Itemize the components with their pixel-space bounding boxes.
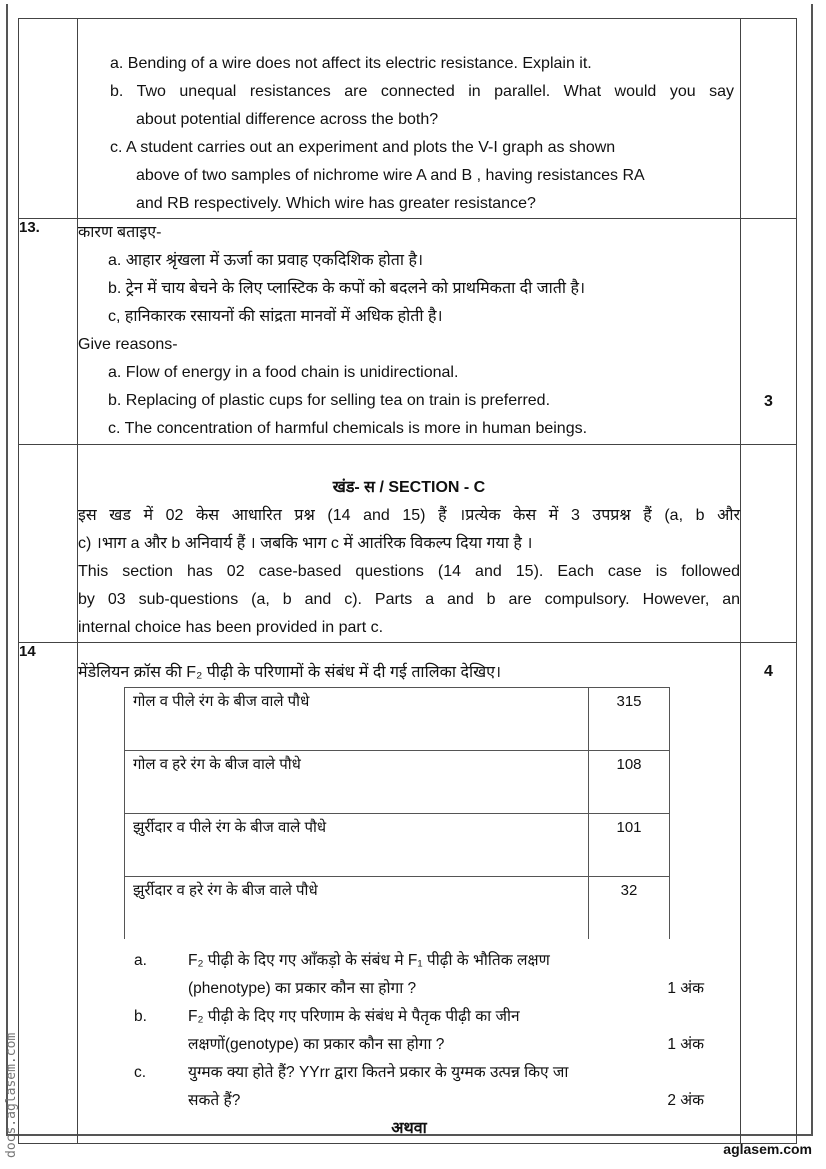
question-14-body: मेंडेलियन क्रॉस की F₂ पीढ़ी के परिणामों के संबंध में दी गई तालिका देखिए। गोल व पीले रंग के बीज वाले पौधे 315 गोल व हरे रंग के बीज वाले पौधे 108 झुर्रीदार व पीले रंग के बीज वाले पौधे 101 झुर्रीदार व हरे रंग के बीज वाले पौधे 32 a. F₂ पीढ़ी के दिए गए आँकड़ो के संबंध मे F₁ पीढ़ी के भौतिक लक्षण (phenotype) का प्रकार कौन सा होगा ? 1 अंक b. F₂ पीढ़ी के दिए गए परिणाम के संबंध मे पैतृक पीढ़ी का जीन लक्षणों(genotype) का प्रकार कौन सा होगा ? 1 अंक c. युग्मक क्या होते हैं? YYrr द्वारा कितने प्रकार के युग्मक उत्पन्न किए जा सकते हैं? 2 अंक अथवा — [78, 643, 741, 1144]
english-heading: Give reasons- — [78, 336, 178, 353]
question-14-row — [19, 643, 797, 1144]
q12c-text: A student carries out an experiment and plots the V-I graph as shown — [126, 139, 616, 156]
sub-question-c: c. युग्मक क्या होते हैं? YYrr द्वारा कितने प्रकार के युग्मक उत्पन्न किए जा — [134, 1064, 569, 1081]
question-number: 13. — [19, 219, 78, 445]
sub-question-b: b. F₂ पीढ़ी के दिए गए परिणाम के संबंध मे पैतृक पीढ़ी का जीन — [134, 1008, 520, 1025]
question-13-row — [19, 219, 797, 445]
section-title: खंड- स / SECTION - C — [332, 479, 486, 496]
question-12-row — [19, 19, 797, 219]
question-number: 14 — [19, 643, 78, 1144]
english-item: b. Replacing of plastic cups for selling tea on train is preferred. — [108, 392, 551, 409]
question-13-body — [78, 219, 741, 445]
q12b-text: Two unequal resistances are connected in parallel. What would you say — [136, 83, 735, 100]
marks-label: 2 अंक — [667, 1092, 704, 1109]
hindi-heading: कारण बताइए- — [78, 224, 162, 241]
q14-intro: मेंडेलियन क्रॉस की F₂ पीढ़ी के परिणामों के संबंध में दी गई तालिका देखिए। — [78, 664, 502, 681]
question-table — [18, 18, 797, 1144]
q12a-text: Bending of a wire does not affect its electric resistance. Explain it. — [127, 55, 592, 72]
english-item: c. The concentration of harmful chemicals is more in human beings. — [108, 420, 588, 437]
q12b-text-2: about potential difference across the both? — [136, 111, 439, 128]
table-row: झुर्रीदार व पीले रंग के बीज वाले पौधे 101 — [125, 814, 670, 877]
marks: 3 — [741, 219, 797, 445]
marks: 4 — [741, 643, 797, 1144]
instruction-line: This section has 02 case-based questions (14 and 15). Each case is followed — [78, 563, 740, 580]
f2-results-table — [124, 687, 670, 939]
marks-label: 1 अंक — [667, 980, 704, 997]
question-number-cell — [19, 19, 78, 219]
marks-cell — [741, 19, 797, 219]
or-label: अथवा — [391, 1120, 427, 1137]
instruction-line: by 03 sub-questions (a, b and c). Parts a and b are compulsory. However, an — [78, 591, 740, 608]
sub-question-a: a. F₂ पीढ़ी के दिए गए आँकड़ो के संबंध मे F₁ पीढ़ी के भौतिक लक्षण — [134, 952, 550, 969]
table-row: गोल व हरे रंग के बीज वाले पौधे 108 — [125, 751, 670, 814]
table-row: गोल व पीले रंग के बीज वाले पौधे 315 — [125, 688, 670, 751]
marks-label: 1 अंक — [667, 1036, 704, 1053]
q12c-text-3: and RB respectively. Which wire has greater resistance? — [136, 195, 536, 212]
instruction-line: c) ।भाग a और b अनिवार्य हैं । जबकि भाग c में आतंरिक विकल्प दिया गया है । — [78, 535, 533, 552]
instruction-line: internal choice has been provided in part c. — [78, 619, 384, 636]
footer-site: aglasem.com — [723, 1141, 812, 1157]
hindi-item: c, हानिकारक रसायनों की सांद्रता मानवों में अधिक होती है। — [108, 308, 443, 325]
hindi-item: a. आहार श्रृंखला में ऊर्जा का प्रवाह एकदिशिक होता है। — [108, 252, 424, 269]
q12c-text-2: above of two samples of nichrome wire A and B , having resistances RA — [136, 167, 645, 184]
instruction-line: इस खड में 02 केस आधारित प्रश्न (14 and 15) हैं ।प्रत्येक केस में 3 उपप्रश्न हैं (a, b और — [78, 507, 740, 524]
table-row: झुर्रीदार व हरे रंग के बीज वाले पौधे 32 — [125, 877, 670, 940]
section-c-body — [78, 445, 741, 643]
section-c-row — [19, 445, 797, 643]
watermark: docs.aglasem.com — [4, 1032, 19, 1158]
hindi-item: b. ट्रेन में चाय बेचने के लिए प्लास्टिक के कपों को बदलने को प्राथमिकता दी जाती है। — [108, 280, 586, 297]
english-item: a. Flow of energy in a food chain is unidirectional. — [108, 364, 459, 381]
question-12-body: a. Bending of a wire does not affect its electric resistance. Explain it. b. Two unequal resistances are connected in parallel. What would you say about potential difference across the both? c. A student carries out an experiment and plots the V-I graph as shown above of two samples of nichrome wire A and B , having resistances RA and RB respectively. Which wire has greater resistance? — [78, 19, 741, 219]
